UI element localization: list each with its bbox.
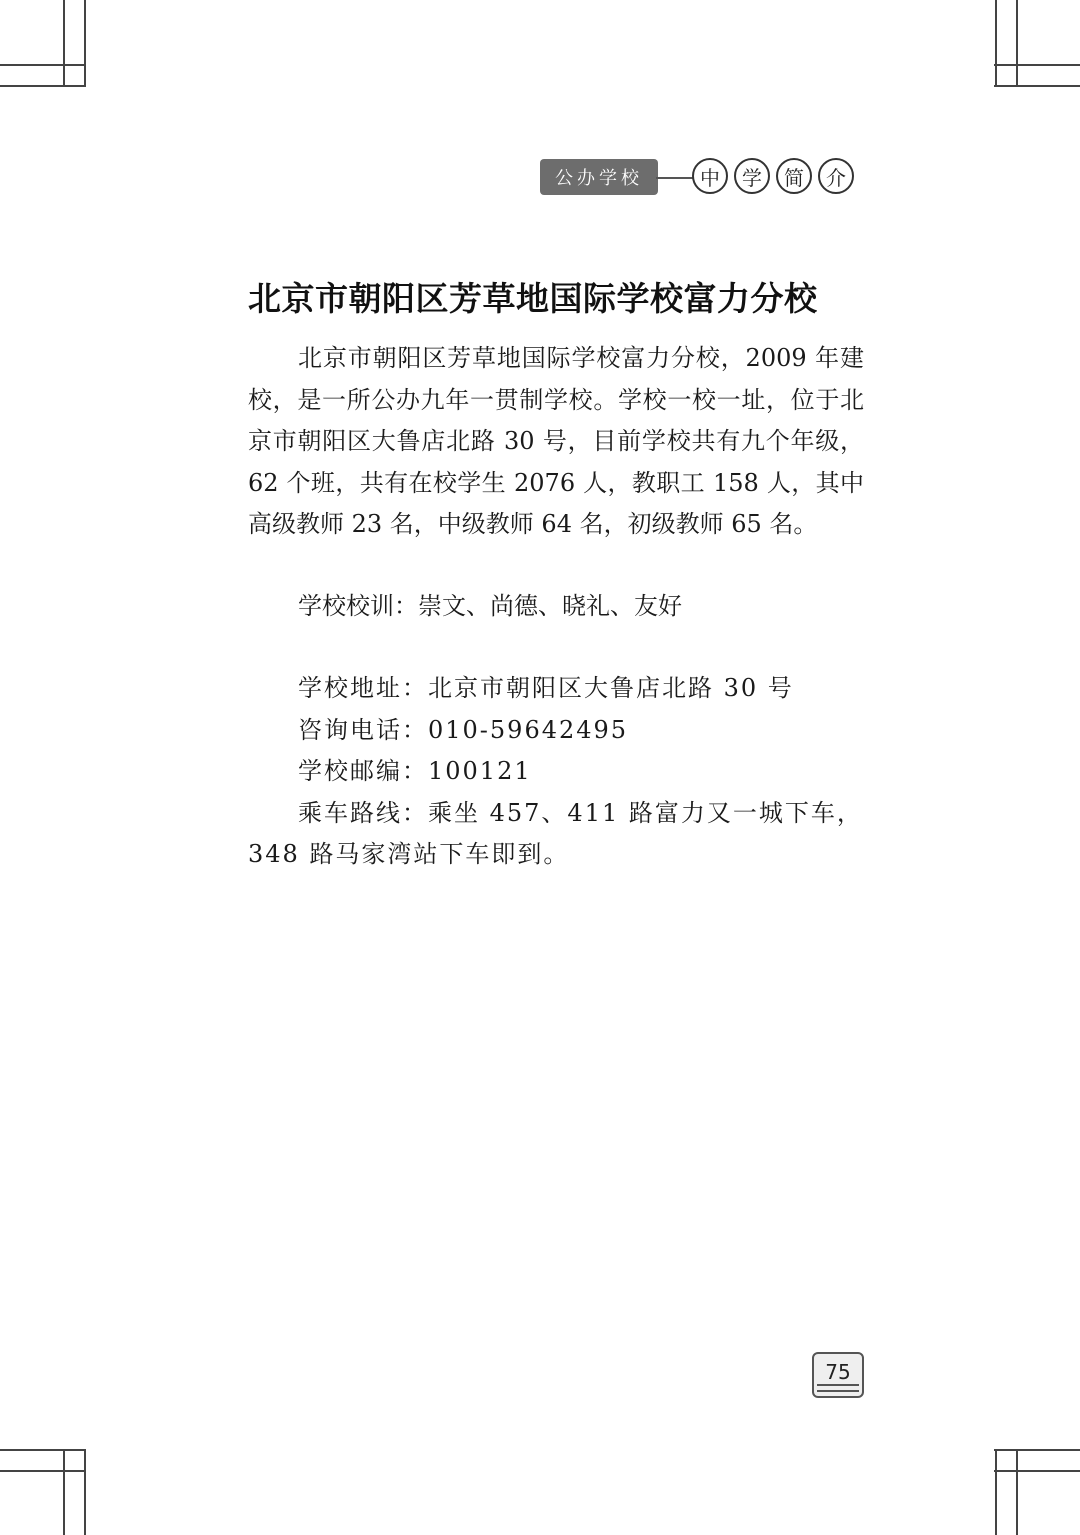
chapter-heading [692,158,854,194]
school-introduction: 北京市朝阳区芳草地国际学校富力分校，2009 年建校，是一所公办九年一贯制学校。学校一校一址，位于北京市朝阳区大鲁店北路 30 号，目前学校共有九个年级，62 个班，共有在校学生 2076 人，教职工 158 人，其中高级教师 23 名，中级教师 64 名，初级教师 65 名。 [248,344,864,539]
chapter-char-circle: 简 [776,158,812,194]
contact-info [248,668,864,876]
crop-mark [1016,1449,1018,1535]
crop-mark [994,64,1080,66]
crop-mark [84,0,86,86]
crop-mark [63,1449,65,1535]
school-address: 学校地址：北京市朝阳区大鲁店北路 30 号 [298,674,794,702]
book-icon [817,1384,859,1392]
section-label: 公办学校 [540,159,658,195]
chapter-char-circle: 介 [818,158,854,194]
consult-phone: 咨询电话：010-59642495 [298,715,629,744]
page-number: 75 [825,1360,851,1384]
crop-mark [994,1470,1080,1472]
crop-mark [1016,0,1018,86]
crop-mark [0,85,86,87]
crop-mark [63,0,65,86]
school-postcode: 学校邮编：100121 [298,757,532,786]
crop-mark [0,64,86,66]
crop-mark [995,1449,997,1535]
crop-mark [994,1449,1080,1451]
school-motto: 学校校训：崇文、尚德、晓礼、友好 [298,592,682,620]
header-connector-line [656,177,694,179]
school-title: 北京市朝阳区芳草地国际学校富力分校 [248,279,818,318]
crop-mark [994,85,1080,87]
crop-mark [84,1449,86,1535]
chapter-char-circle: 中 [692,158,728,194]
transit-route: 乘车路线：乘坐 457、411 路富力又一城下车，348 路马家湾站下车即到。 [248,798,863,869]
page-number-badge [812,1352,864,1398]
chapter-char-circle: 学 [734,158,770,194]
crop-mark [995,0,997,86]
crop-mark [0,1449,86,1451]
crop-mark [0,1470,86,1472]
